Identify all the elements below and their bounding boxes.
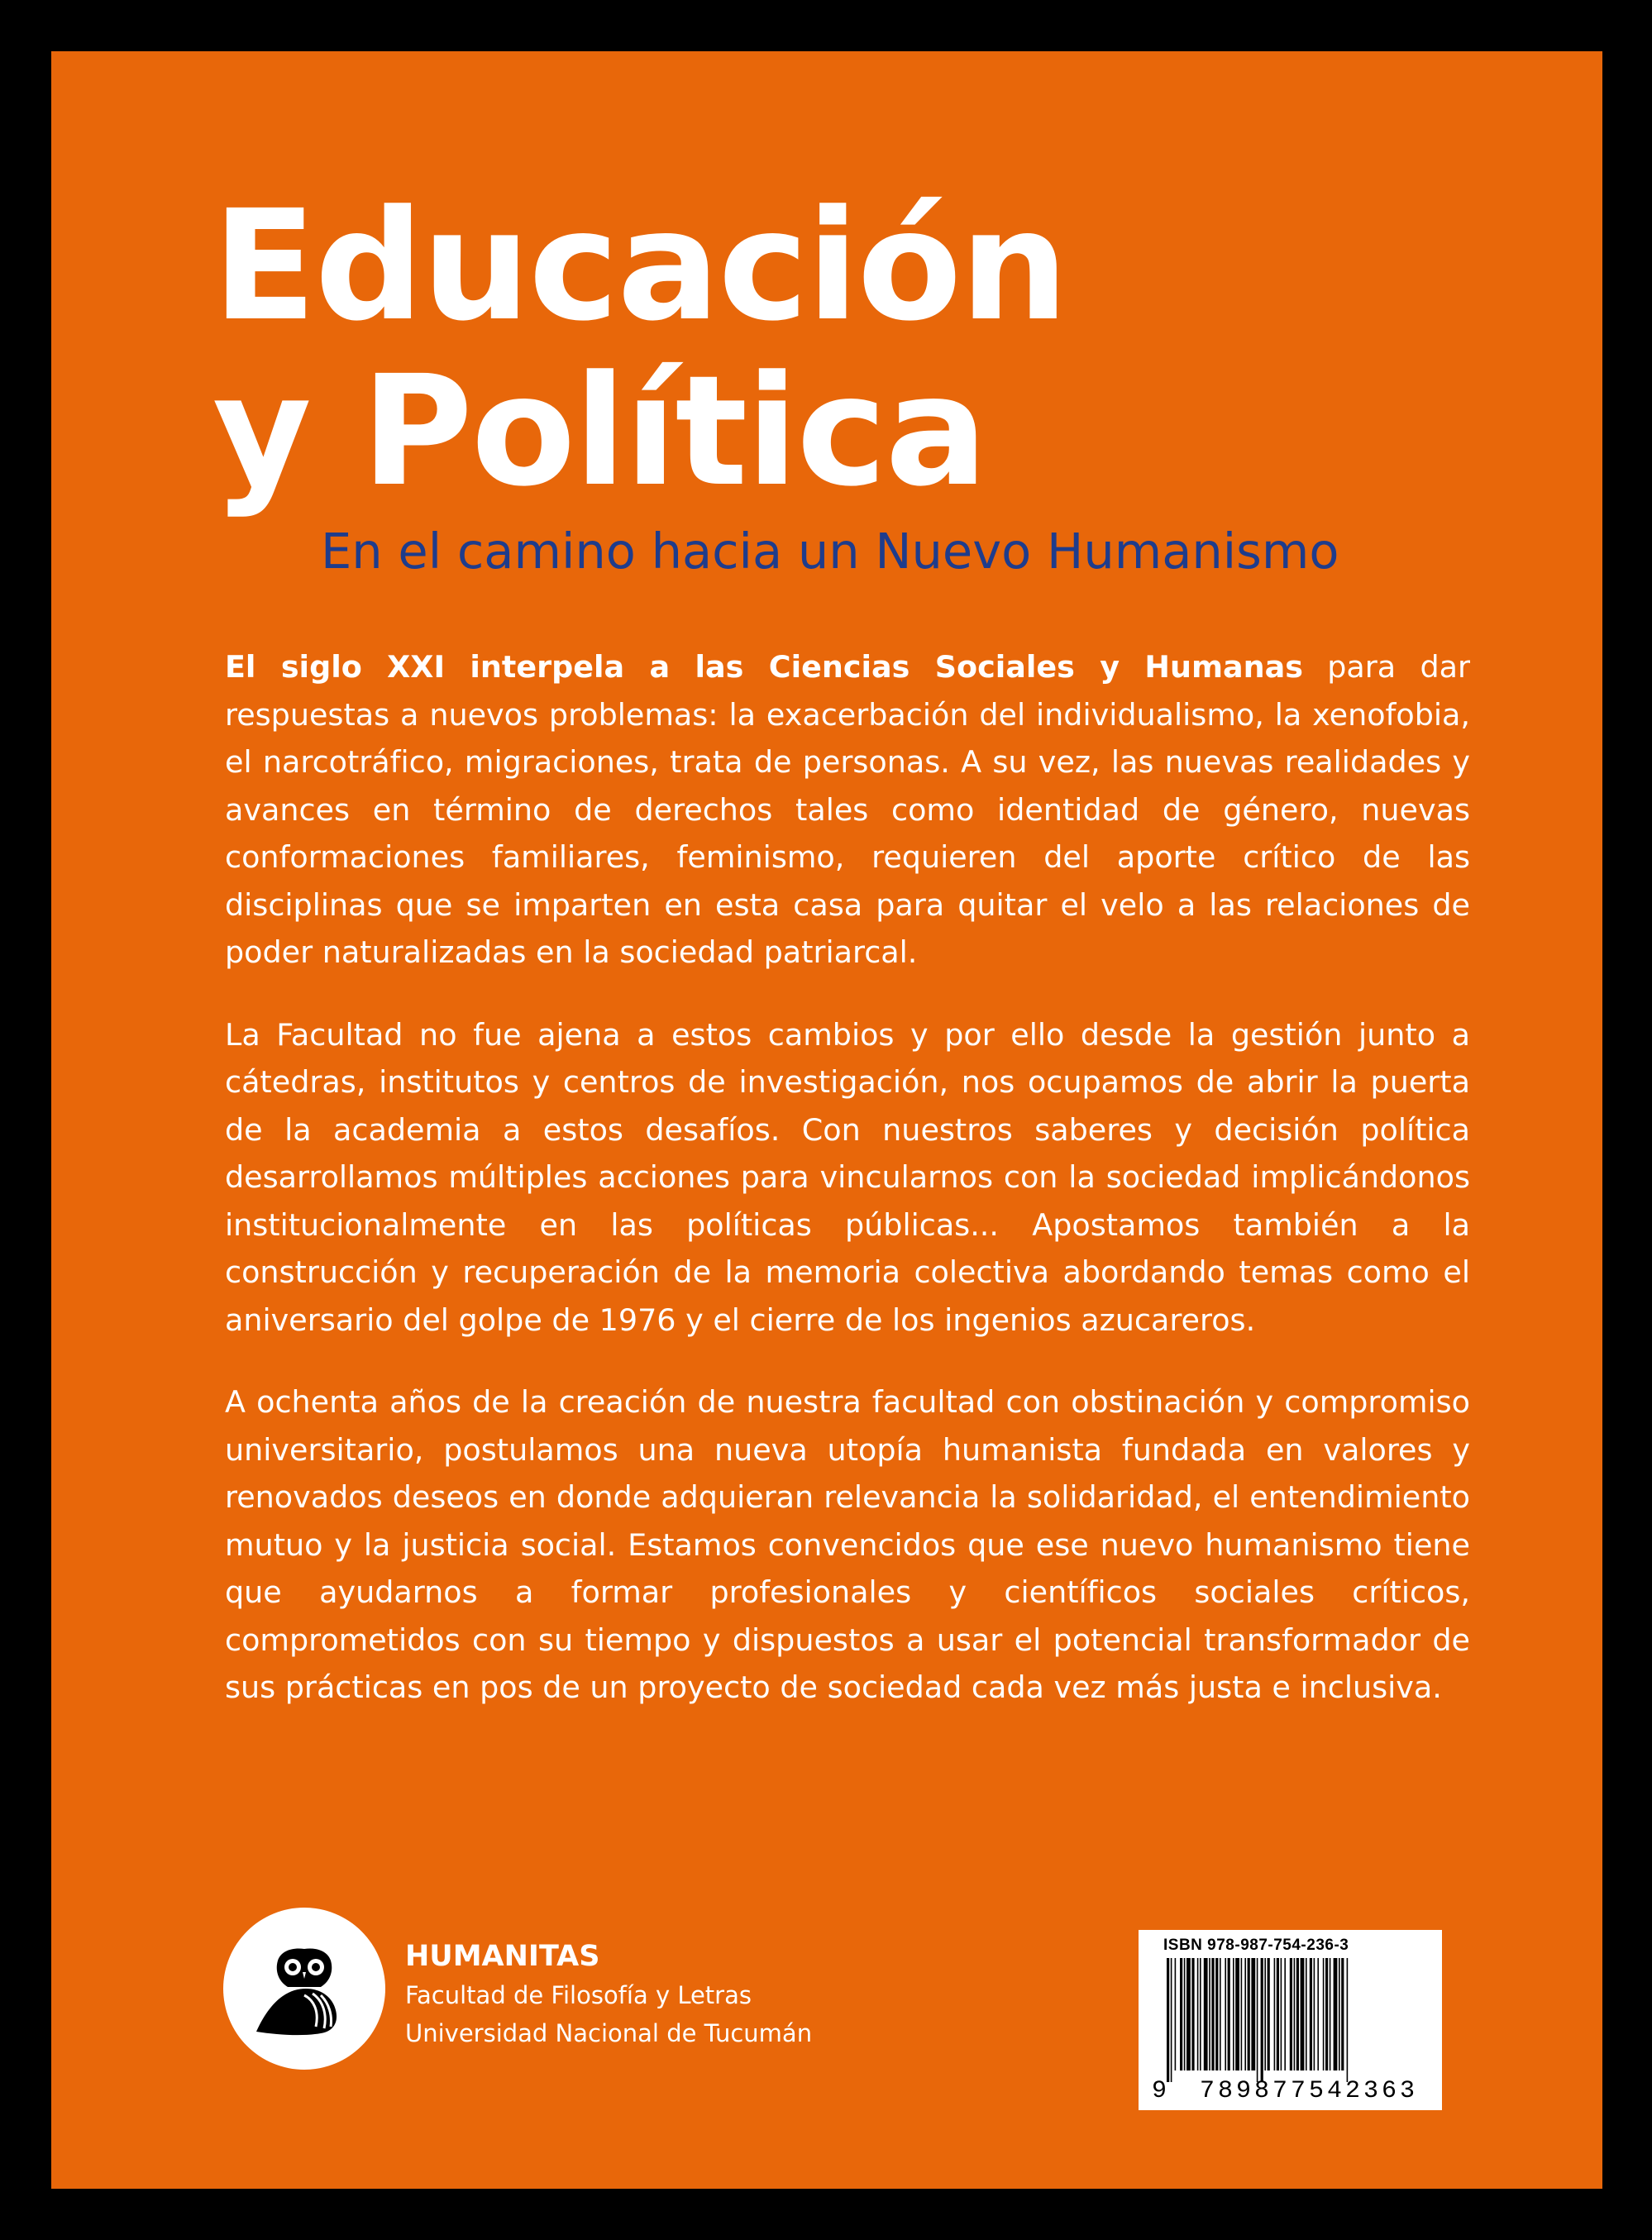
barcode-bar <box>1296 1958 1299 2070</box>
barcode-bar <box>1186 1958 1191 2070</box>
barcode-bar <box>1347 1958 1349 2082</box>
synopsis-paragraph-2: La Facultad no fue ajena a estos cambios y por ello desde la gestión junto a cátedras, institutos y centros de investigación, nos ocupamos de abrir la puerta de la academia a estos desafíos. Con nuestros saberes y decisión política desarrollamos múltiples acciones para vincularnos con la sociedad implicándonos institucionalmente en las políticas públicas... Apostamos también a la construcción y recuperación de la memoria colectiva abordando temas como el aniversario del golpe de 1976 y el cierre de los ingenios azucareros. <box>225 1016 1470 1338</box>
barcode-bar <box>1167 1958 1169 2082</box>
barcode-bar <box>1180 1958 1182 2070</box>
synopsis-paragraph-3: A ochenta años de la creación de nuestra facultad con obstinación y compromiso universitario, postulamos una nueva utopía humanista fundada en valores y renovados deseos en donde adquieran relevancia la solidaridad, el entendimiento mutuo y la justicia social. Estamos convencidos que ese nuevo humanismo tiene que ayudarnos a formar profesionales y científicos sociales críticos, comprometidos con su tiempo y dispuestos a usar el potencial transformador de sus prácticas en pos de un proyecto de sociedad cada vez más justa e inclusiva. <box>225 1384 1470 1705</box>
barcode-bar <box>1274 1958 1276 2070</box>
publisher-logo <box>223 1908 385 2070</box>
barcode-bar <box>1290 1958 1292 2070</box>
barcode-bar <box>1209 1958 1210 2070</box>
barcode-bar <box>1191 1958 1194 2070</box>
barcode-bar <box>1306 1958 1307 2070</box>
barcode-bar <box>1323 1958 1325 2070</box>
barcode-bar <box>1251 1958 1255 2070</box>
barcode-bar <box>1261 1958 1263 2082</box>
barcode-bar <box>1233 1958 1234 2070</box>
barcode-bar <box>1197 1958 1199 2070</box>
book-subtitle: En el camino hacia un Nuevo Humanismo <box>321 523 1339 580</box>
publisher-name: HUMANITAS <box>405 1940 600 1973</box>
barcode-digits: 9 <box>1152 2077 1171 2105</box>
barcode-bar <box>1310 1958 1312 2070</box>
barcode-bar <box>1175 1958 1177 2070</box>
synopsis <box>225 643 1470 1746</box>
barcode-bar <box>1281 1958 1282 2070</box>
barcode-bar <box>1268 1958 1270 2070</box>
barcode-bar <box>1215 1958 1218 2070</box>
synopsis-paragraph-1 <box>225 643 1470 977</box>
barcode-bar <box>1228 1958 1230 2070</box>
barcode-bar <box>1257 1958 1258 2082</box>
publisher-faculty: Facultad de Filosofía y Letras <box>405 1981 752 2009</box>
barcode-bar <box>1330 1958 1331 2070</box>
isbn-barcode <box>1139 1930 1442 2110</box>
barcode-bar <box>1339 1958 1340 2070</box>
barcode-bar <box>1184 1958 1186 2070</box>
barcode-bar <box>1200 1958 1201 2070</box>
barcode-bar <box>1325 1958 1328 2070</box>
barcode-bar <box>1277 1958 1279 2070</box>
barcode-digits: 789877 <box>1199 2077 1310 2105</box>
barcode-bar <box>1334 1958 1338 2070</box>
isbn-label: ISBN 978-987-754-236-3 <box>1163 1937 1349 1954</box>
barcode-bar <box>1171 1958 1172 2082</box>
barcode-bar <box>1341 1958 1344 2070</box>
barcode-bar <box>1211 1958 1214 2070</box>
barcode-digits: 542363 <box>1308 2077 1419 2105</box>
synopsis-lead: El siglo XXI interpela a las Ciencias Sociales y Humanas <box>225 649 1303 685</box>
barcode-graphic <box>1139 1930 1442 2110</box>
synopsis-paragraph-1-text: para dar respuestas a nuevos problemas: la exacerbación del individualismo, la xenofobia, el narcotráfico, migraciones, trata de personas. A su vez, las nuevas realidades y avances en término de derechos tales como identidad de género, nuevas conformaciones familiares, feminismo, requieren del aporte crítico de las disciplinas que se imparten en esta casa para quitar el velo a las relaciones de poder naturalizadas en la sociedad patriarcal. <box>225 649 1470 970</box>
barcode-bar <box>1235 1958 1239 2070</box>
publisher-university: Universidad Nacional de Tucumán <box>405 2019 813 2047</box>
owl-icon <box>223 1908 385 2070</box>
barcode-bar <box>1204 1958 1208 2070</box>
barcode-bar <box>1248 1958 1250 2070</box>
barcode-bar <box>1314 1958 1315 2070</box>
barcode-bar <box>1264 1958 1266 2070</box>
title-line-1: Educación <box>212 178 1067 355</box>
title-line-2: y Política <box>212 343 986 520</box>
book-title <box>212 178 1067 520</box>
back-cover <box>51 51 1602 2189</box>
barcode-bar <box>1241 1958 1243 2070</box>
barcode-bar <box>1317 1958 1319 2070</box>
barcode-bar <box>1244 1958 1246 2070</box>
publisher-info <box>405 1937 812 2052</box>
barcode-bar <box>1301 1958 1305 2070</box>
barcode-bar <box>1220 1958 1221 2070</box>
barcode-bar <box>1225 1958 1226 2070</box>
barcode-bar <box>1294 1958 1296 2070</box>
barcode-bar <box>1284 1958 1286 2070</box>
